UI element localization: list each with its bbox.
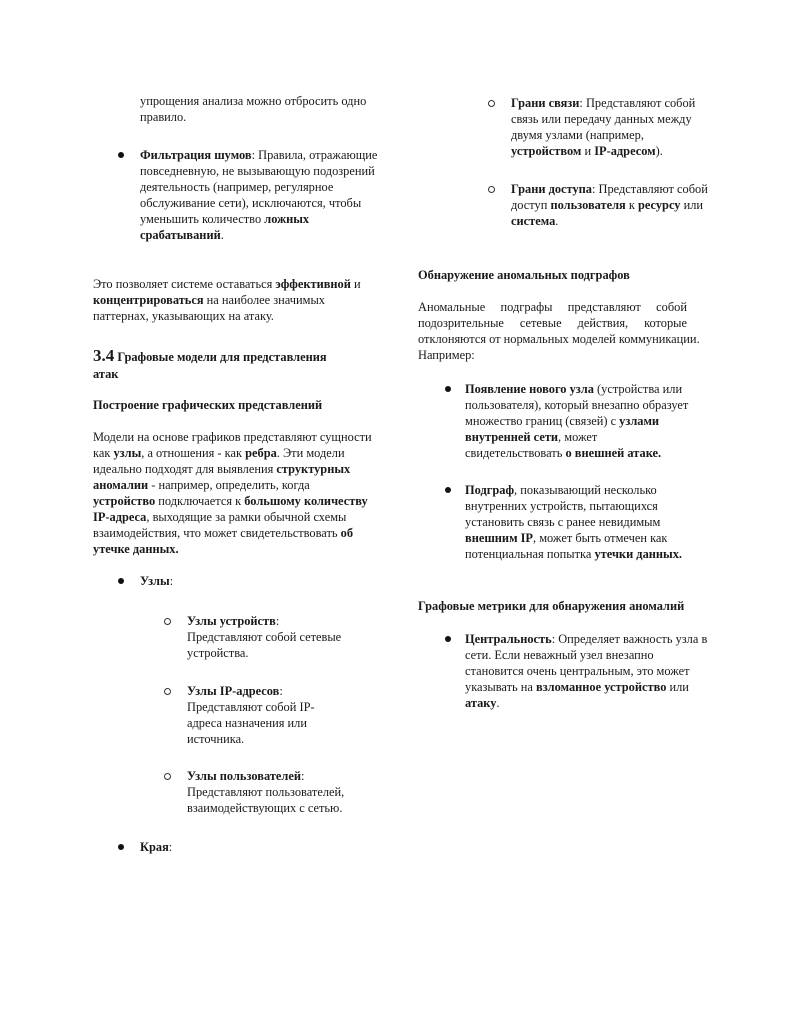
text-run: : Определяет важность узла в <box>551 632 708 646</box>
text-run: взаимодействия, что может свидетельствовать <box>93 526 341 540</box>
text-line <box>465 679 689 695</box>
bold-text: ресурсу <box>637 198 681 212</box>
bold-text: Центральность <box>465 632 552 646</box>
text-run: Представляют собой IP- <box>187 700 315 714</box>
text-line <box>140 179 333 195</box>
text-run: обслуживание сети), исключаются, чтобы <box>140 196 362 210</box>
text-run: Модели на основе графиков представляют сущности <box>93 430 372 444</box>
bold-text: атаку <box>465 696 497 710</box>
text-line <box>140 109 186 125</box>
bold-text: концентрироваться <box>93 293 204 307</box>
text-run: доступ <box>511 198 551 212</box>
text-line <box>93 347 327 365</box>
text-run: установить связь с ранее невидимым <box>465 515 661 529</box>
text-line <box>140 147 377 163</box>
text-run: взаимодействующих с сетью. <box>187 801 343 815</box>
text-line <box>187 784 344 800</box>
text-line <box>418 347 475 363</box>
text-run: , может быть отмечен как <box>533 531 668 545</box>
text-line <box>140 211 309 227</box>
text-run: внутренних устройств, пытающихся <box>465 499 658 513</box>
text-line <box>187 683 283 699</box>
text-run: : <box>279 684 283 698</box>
text-line <box>93 493 368 509</box>
text-line <box>187 715 307 731</box>
text-run: или <box>680 198 704 212</box>
text-run: упрощения анализа можно отбросить одно <box>140 94 367 108</box>
text-line <box>418 598 684 614</box>
text-line <box>187 800 342 816</box>
bold-text: IP-адресом <box>594 144 656 158</box>
text-line <box>465 695 500 711</box>
text-run: . <box>555 214 559 228</box>
text-run: . <box>496 696 500 710</box>
text-line <box>93 397 322 413</box>
text-line <box>140 227 224 243</box>
text-line <box>93 509 346 525</box>
bold-text: утечки данных. <box>594 547 683 561</box>
bold-text: об <box>340 526 354 540</box>
bold-text: IP-адреса <box>93 510 147 524</box>
text-run: Например: <box>418 348 475 362</box>
text-run: уменьшить количество <box>140 212 265 226</box>
bold-text: устройство <box>93 494 156 508</box>
bold-text: взломанное устройство <box>536 680 667 694</box>
bullet-disc-icon <box>118 844 124 850</box>
bold-text: Графовые модели для представления <box>114 350 327 364</box>
text-line <box>511 127 644 143</box>
bold-text: Узлы пользователей <box>187 769 301 783</box>
text-run: свидетельствовать <box>465 446 566 460</box>
bold-text: Края <box>140 840 169 854</box>
text-line <box>465 530 667 546</box>
bold-text: Графовые метрики для обнаружения аномалий <box>418 599 685 613</box>
text-run: источника. <box>187 732 245 746</box>
text-line <box>93 276 361 292</box>
text-run: повседневную, не вызывающую подозрений <box>140 164 375 178</box>
text-line <box>465 546 682 562</box>
text-run: множество границ (связей) с <box>465 414 620 428</box>
text-line <box>465 514 660 530</box>
text-run: идеально подходят для выявления <box>93 462 277 476</box>
bold-text: ребра <box>245 446 277 460</box>
bold-text: внешним IP <box>465 531 533 545</box>
bold-text: Фильтрация шумов <box>140 148 252 162</box>
text-run: , а отношения - как <box>141 446 246 460</box>
text-run: : <box>169 574 174 588</box>
text-line <box>418 331 700 347</box>
bold-text: пользователя <box>550 198 626 212</box>
bold-text: Грани связи <box>511 96 580 110</box>
text-run: сети. Если неважный узел внезапно <box>465 648 654 662</box>
text-line <box>140 163 375 179</box>
bold-text: структурных <box>276 462 351 476</box>
text-line <box>418 267 630 283</box>
text-run: связь или передачу данных между <box>511 112 692 126</box>
text-run: становится очень центральным, это может <box>465 664 690 678</box>
bold-text: срабатываний <box>140 228 221 242</box>
text-line <box>93 292 325 308</box>
bullet-disc-icon <box>445 487 451 493</box>
text-line <box>93 541 179 557</box>
bullet-circle-icon <box>164 618 171 625</box>
text-run: Аномальные подграфы представляют собой <box>418 300 687 314</box>
text-run: устройства. <box>187 646 249 660</box>
text-run: подключается к <box>155 494 245 508</box>
bullet-circle-icon <box>488 100 495 107</box>
text-line <box>93 365 118 383</box>
bullet-circle-icon <box>164 688 171 695</box>
text-run: указывать на <box>465 680 537 694</box>
text-run: : <box>275 614 280 628</box>
bold-text: узлами <box>619 414 660 428</box>
text-line <box>465 498 658 514</box>
text-run: пользователя), который внезапно образует <box>465 398 689 412</box>
text-run: - например, определить, когда <box>148 478 310 492</box>
text-run: деятельность (например, регулярное <box>140 180 334 194</box>
text-line <box>511 197 703 213</box>
text-line <box>511 181 708 197</box>
text-line <box>140 195 361 211</box>
text-line <box>511 143 663 159</box>
bullet-disc-icon <box>118 578 124 584</box>
text-run: Представляют пользователей, <box>187 785 345 799</box>
text-run: к <box>625 198 638 212</box>
text-run: и <box>581 144 595 158</box>
text-line <box>93 461 350 477</box>
text-line <box>465 381 682 397</box>
bold-text: утечке данных. <box>93 542 179 556</box>
text-run: потенциальная попытка <box>465 547 595 561</box>
text-run: ). <box>655 144 663 158</box>
text-line <box>465 647 654 663</box>
text-line <box>93 429 372 445</box>
text-run: : Представляют собой <box>579 96 696 110</box>
text-line <box>511 111 692 127</box>
bold-text: Узлы IP-адресов <box>187 684 280 698</box>
text-line <box>187 645 248 661</box>
bold-text: Построение графических представлений <box>93 398 323 412</box>
text-line <box>93 477 310 493</box>
text-line <box>140 93 366 109</box>
bold-text: Узлы <box>140 574 170 588</box>
text-run: отклоняются от нормальных моделей коммуникации. <box>418 332 700 346</box>
bullet-circle-icon <box>164 773 171 780</box>
text-run: . Эти модели <box>276 446 345 460</box>
bold-text: узлы <box>113 446 142 460</box>
text-line <box>465 413 659 429</box>
bold-text: устройством <box>511 144 582 158</box>
bold-text: аномалии <box>93 478 149 492</box>
bold-text: система <box>511 214 556 228</box>
text-line <box>465 631 707 647</box>
bold-text: о внешней атаке. <box>565 446 662 460</box>
text-line <box>418 315 687 331</box>
bold-text: Грани доступа <box>511 182 592 196</box>
text-line <box>465 663 690 679</box>
bold-text: большому количеству <box>244 494 368 508</box>
bold-text: Узлы устройств <box>187 614 276 628</box>
bullet-disc-icon <box>118 152 124 158</box>
section-number: 3.4 <box>93 346 115 365</box>
bullet-circle-icon <box>488 186 495 193</box>
text-run: . <box>220 228 224 242</box>
text-line <box>187 699 315 715</box>
text-run: паттернах, указывающих на атаку. <box>93 309 274 323</box>
text-run: адреса назначения или <box>187 716 307 730</box>
text-line <box>465 482 657 498</box>
text-line <box>465 429 597 445</box>
text-run: Представляют собой сетевые <box>187 630 342 644</box>
text-run: : Представляют собой <box>591 182 708 196</box>
text-run: правило. <box>140 110 187 124</box>
text-line <box>511 95 695 111</box>
bold-text: атак <box>93 367 119 381</box>
text-run: Это позволяет системе оставаться <box>93 277 276 291</box>
bullet-disc-icon <box>445 636 451 642</box>
text-run: : Правила, отражающие <box>251 148 378 162</box>
bold-text: Подграф <box>465 483 515 497</box>
text-run: , может <box>558 430 598 444</box>
bold-text: Появление нового узла <box>465 382 594 396</box>
text-run: , выходящие за рамки обычной схемы <box>146 510 347 524</box>
text-line <box>187 613 279 629</box>
text-run: или <box>666 680 689 694</box>
bold-text: ложных <box>264 212 310 226</box>
text-run: : <box>301 769 305 783</box>
text-run: и <box>350 277 361 291</box>
text-run: как <box>93 446 114 460</box>
text-line <box>93 525 353 541</box>
text-line <box>465 445 661 461</box>
text-line <box>187 629 341 645</box>
text-run: подозрительные сетевые действия, которые <box>418 316 687 330</box>
text-line <box>140 839 172 855</box>
text-line <box>93 445 345 461</box>
text-line <box>187 731 244 747</box>
text-run: (устройства или <box>593 382 683 396</box>
bold-text: внутренней сети <box>465 430 559 444</box>
text-run: , показывающий несколько <box>514 483 657 497</box>
text-line <box>418 299 687 315</box>
text-line <box>140 573 173 589</box>
text-run: двумя узлами (например, <box>511 128 644 142</box>
text-line <box>187 768 304 784</box>
bold-text: Обнаружение аномальных подграфов <box>418 268 630 282</box>
bold-text: эффективной <box>275 277 351 291</box>
text-run: : <box>168 840 173 854</box>
bullet-disc-icon <box>445 386 451 392</box>
text-line <box>93 308 274 324</box>
text-line <box>465 397 688 413</box>
text-run: на наиболее значимых <box>203 293 326 307</box>
text-line <box>511 213 558 229</box>
